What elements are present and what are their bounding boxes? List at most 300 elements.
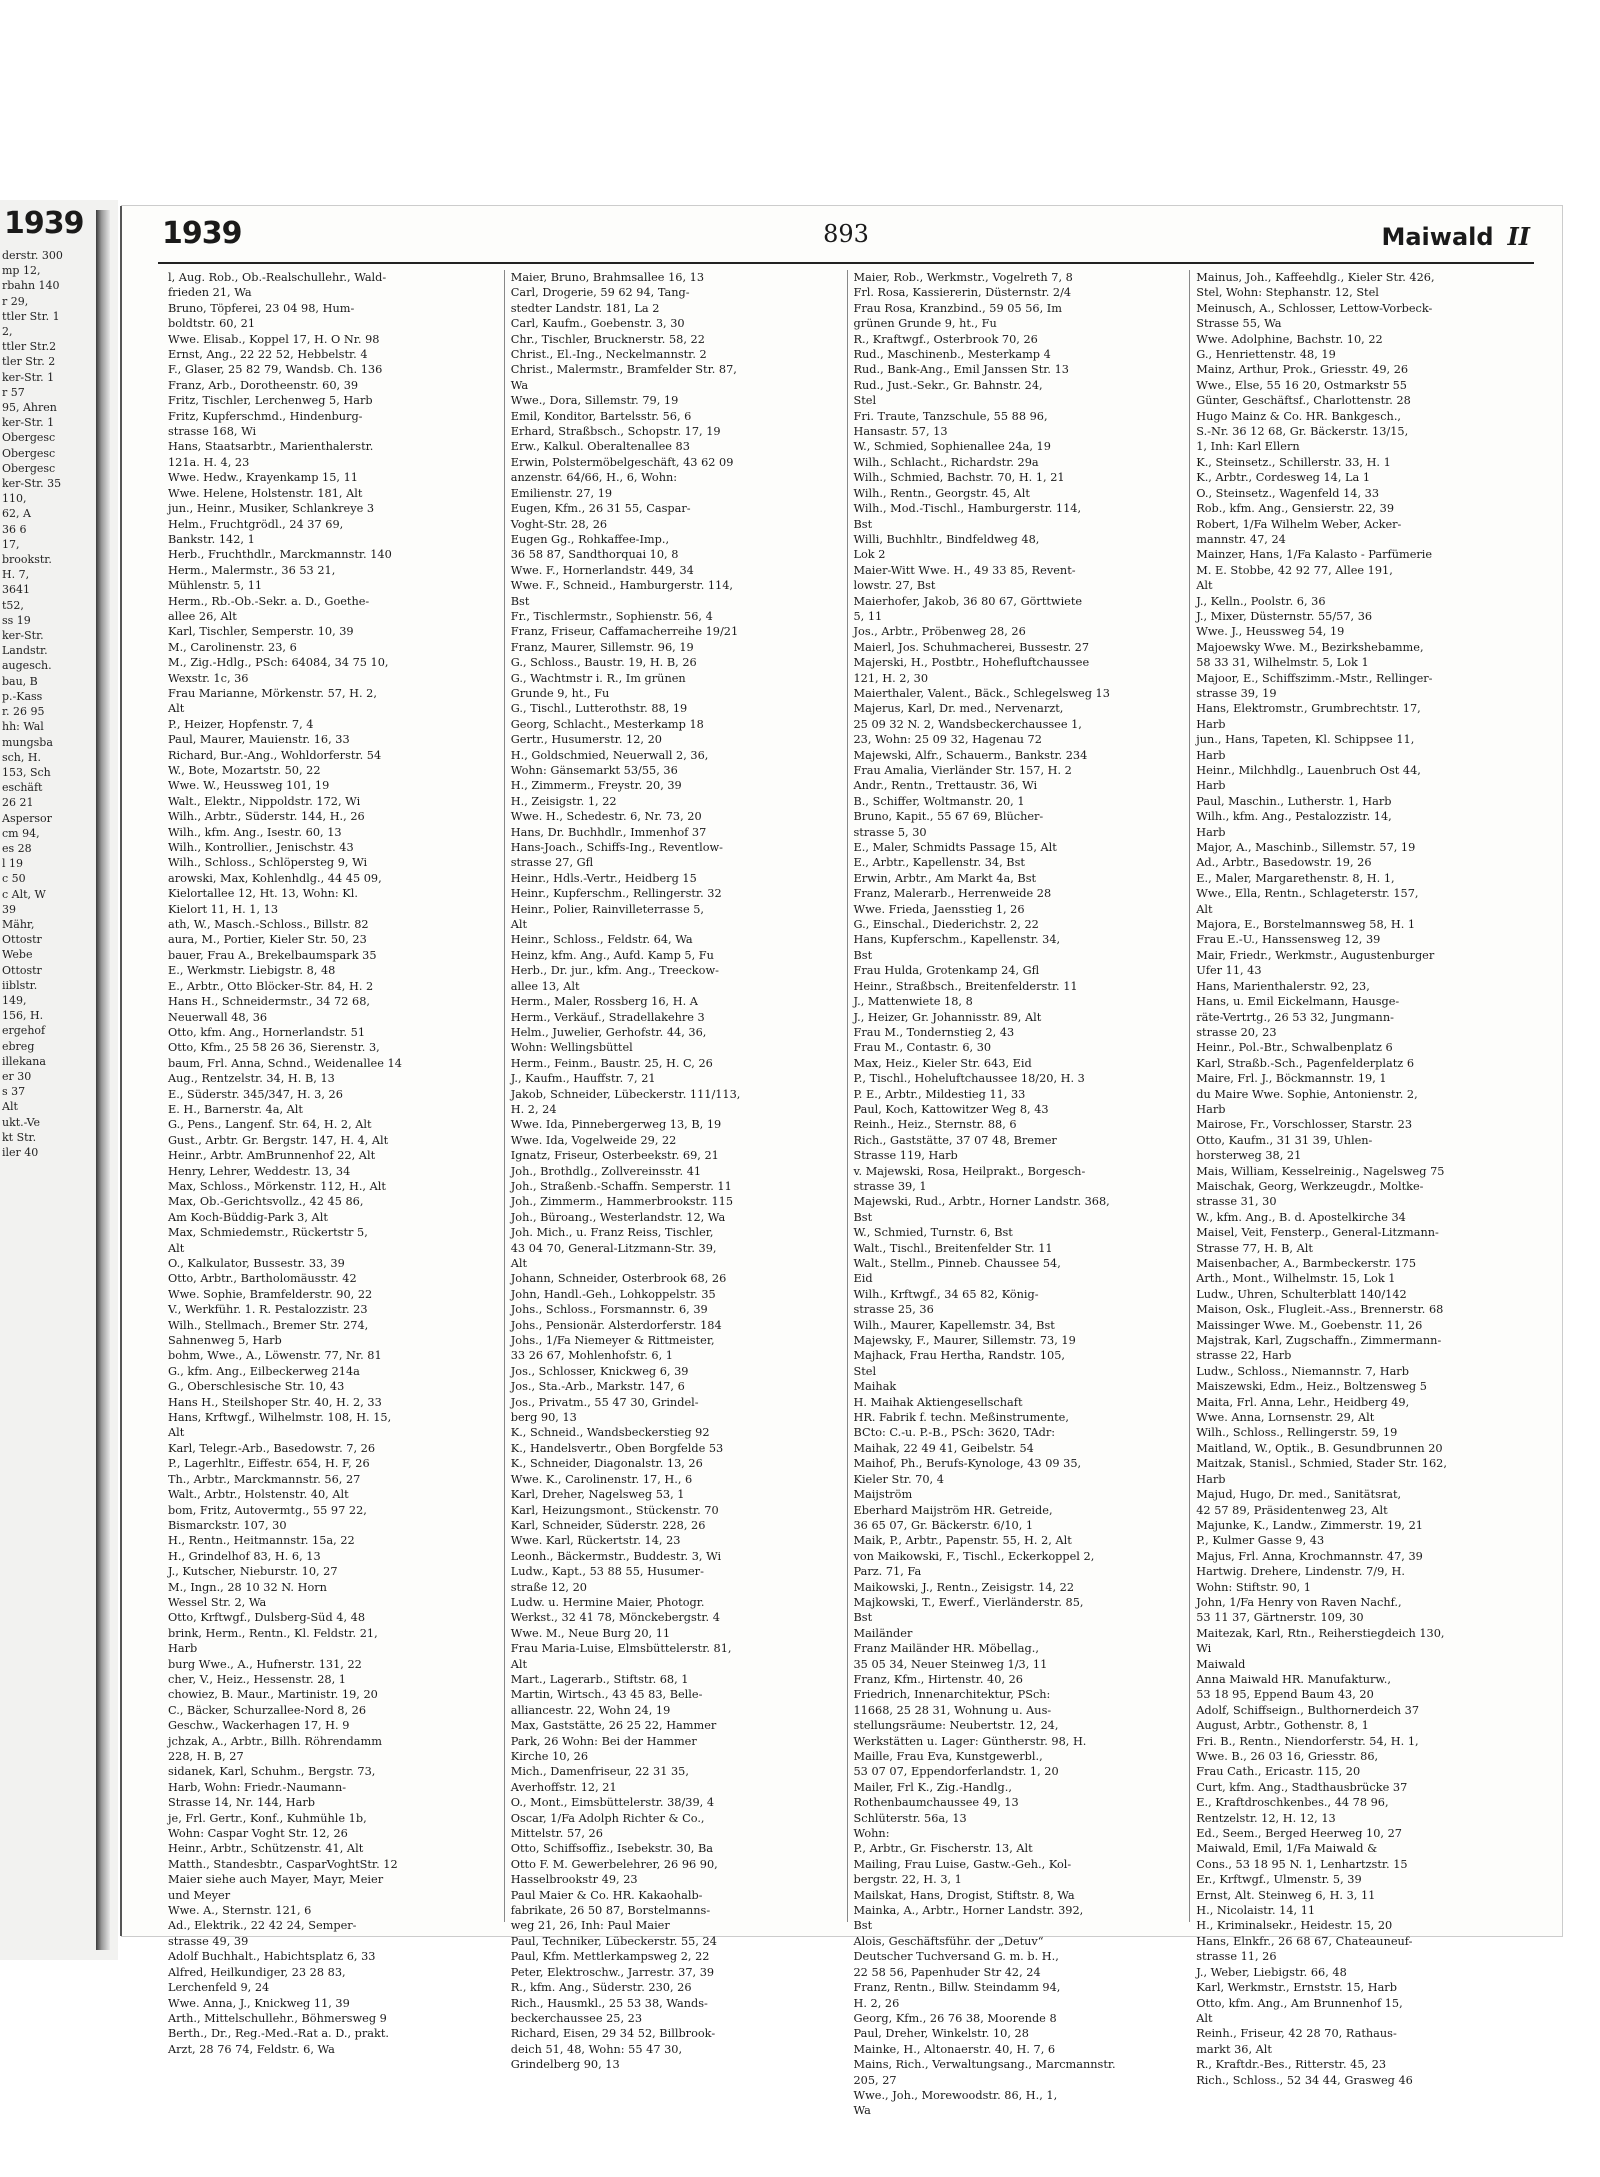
- directory-entry: H. 2, 24: [510, 1102, 557, 1116]
- directory-entry: Wwe. Ida, Pinnebergerweg 13, B, 19: [510, 1118, 722, 1132]
- directory-entry: du Maire Wwe. Sophie, Antonienstr. 2,: [1196, 1087, 1418, 1101]
- directory-entry: mannstr. 47, 24: [1196, 532, 1286, 546]
- directory-entry: Joh., Büroang., Westerlandstr. 12, Wa: [510, 1210, 726, 1224]
- previous-page-line: Obergesc: [2, 446, 56, 460]
- directory-entry: Joh., Zimmerm., Hammerbrookstr. 115: [510, 1195, 734, 1209]
- directory-entry: H., Rentn., Heitmannstr. 15a, 22: [168, 1534, 355, 1548]
- directory-entry: E. H., Barnerstr. 4a, Alt: [168, 1102, 303, 1116]
- previous-page-line: 39: [2, 902, 16, 916]
- directory-entry: Wwe. K., Carolinenstr. 17, H., 6: [510, 1472, 693, 1486]
- previous-page-line: 62, A: [2, 507, 31, 521]
- directory-entry: Oscar, 1/Fa Adolph Richter & Co.,: [510, 1811, 705, 1825]
- directory-entry: 43 04 70, General-Litzmann-Str. 39,: [510, 1241, 717, 1255]
- directory-entry: Wwe. Ida, Vogelweide 29, 22: [510, 1133, 677, 1147]
- directory-entry: Wwe. J., Heussweg 54, 19: [1196, 625, 1345, 639]
- directory-entry: Max, Ob.-Gerichtsvollz., 42 45 86,: [168, 1195, 364, 1209]
- directory-entry: Bismarckstr. 107, 30: [168, 1518, 287, 1532]
- directory-entry: Ernst, Ang., 22 22 52, Hebbelstr. 4: [168, 348, 368, 362]
- directory-entry: Otto, Schiffsoffiz., Isebekstr. 30, Ba: [510, 1842, 713, 1856]
- directory-entry: brink, Herm., Rentn., Kl. Feldstr. 21,: [168, 1626, 378, 1640]
- directory-entry: Hans, u. Emil Eickelmann, Hausge-: [1196, 995, 1400, 1009]
- previous-page-line: r. 26 95: [2, 705, 45, 719]
- directory-entry: 5, 11: [853, 609, 883, 623]
- directory-entry: je, Frl. Gertr., Konf., Kuhmühle 1b,: [168, 1811, 367, 1825]
- directory-entry: Majewski, Rud., Arbtr., Horner Landstr. 368,: [853, 1195, 1110, 1209]
- directory-entry: Werkst., 32 41 78, Mönckebergstr. 4: [510, 1611, 720, 1625]
- directory-entry: Hans H., Steilshoper Str. 40, H. 2, 33: [168, 1395, 382, 1409]
- previous-page-line: c Alt, W: [2, 887, 46, 901]
- directory-entry: strasse 5, 30: [853, 825, 927, 839]
- previous-page-line: Landstr.: [2, 644, 48, 658]
- directory-entry: Andr., Rentn., Trettaustr. 36, Wi: [853, 779, 1038, 793]
- directory-entry: P., Heizer, Hopfenstr. 7, 4: [168, 717, 314, 731]
- directory-entry: Strasse 55, Wa: [1196, 317, 1282, 331]
- column-1: [162, 270, 504, 2056]
- directory-entry: Christ., Malermstr., Bramfelder Str. 87,: [510, 363, 737, 377]
- directory-entry: R., Kraftwgf., Osterbrook 70, 26: [853, 332, 1038, 346]
- directory-entry: E., Maler, Schmidts Passage 15, Alt: [853, 841, 1057, 855]
- directory-entry: Gertr., Husumerstr. 12, 20: [510, 733, 662, 747]
- directory-entry: P., Arbtr., Gr. Fischerstr. 13, Alt: [853, 1842, 1033, 1856]
- directory-entry: Grunde 9, ht., Fu: [510, 686, 610, 700]
- directory-entry: 53 18 95, Eppend Baum 43, 20: [1196, 1688, 1374, 1702]
- directory-entry: Mainz, Arthur, Prok., Griesstr. 49, 26: [1196, 363, 1409, 377]
- directory-entry: Heinr., Kupferschm., Rellingerstr. 32: [510, 887, 722, 901]
- directory-entry: Mais, William, Kesselreinig., Nagelsweg 75: [1196, 1164, 1445, 1178]
- directory-entry: Joh. Mich., u. Franz Reiss, Tischler,: [510, 1226, 714, 1240]
- directory-entry: Maiszewski, Edm., Heiz., Boltzensweg 5: [1196, 1380, 1427, 1394]
- directory-entry: E., Arbtr., Otto Blöcker-Str. 84, H. 2: [168, 979, 374, 993]
- directory-entry: Franz, Kfm., Hirtenstr. 40, 26: [853, 1672, 1023, 1686]
- directory-entry: Wwe. Helene, Holstenstr. 181, Alt: [168, 486, 363, 500]
- directory-entry: HR. Fabrik f. techn. Meßinstrumente,: [853, 1411, 1069, 1425]
- directory-entry: O., Kalkulator, Bussestr. 33, 39: [168, 1257, 345, 1270]
- directory-entry: Maihof, Ph., Berufs-Kynologe, 43 09 35,: [853, 1457, 1082, 1471]
- directory-entry: Matth., Standesbtr., CasparVoghtStr. 12: [168, 1857, 398, 1871]
- previous-page-line: sch, H.: [2, 750, 41, 764]
- directory-entry: Hans, Krftwgf., Wilhelmstr. 108, H. 15,: [168, 1411, 392, 1425]
- directory-entry: Heinr., Hdls.-Vertr., Heidberg 15: [510, 871, 697, 885]
- directory-entry: lowstr. 27, Bst: [853, 579, 936, 593]
- directory-entry: V., Werkführ. 1. R. Pestalozzistr. 23: [168, 1303, 368, 1317]
- directory-entry: Franz, Rentn., Billw. Steindamm 94,: [853, 1981, 1061, 1995]
- directory-entry: J., Weber, Liebigstr. 66, 48: [1196, 1965, 1347, 1979]
- directory-entry: 121a. H. 4, 23: [168, 455, 250, 469]
- directory-entry: Meinusch, A., Schlosser, Lettow-Vorbeck-: [1196, 301, 1433, 315]
- previous-page-line: bau, B: [2, 674, 38, 688]
- directory-entry: strasse 22, Harb: [1196, 1349, 1292, 1363]
- directory-entry: Alfred, Heilkundiger, 23 28 83,: [168, 1965, 346, 1979]
- previous-page-line: p.-Kass: [2, 689, 43, 703]
- directory-entry: Max, Schmiedemstr., Rückertstr 5,: [168, 1226, 368, 1240]
- directory-entry: H., Goldschmied, Neuerwall 2, 36,: [510, 748, 709, 762]
- directory-entry: Walt., Arbtr., Holstenstr. 40, Alt: [168, 1488, 349, 1502]
- directory-entry: arowski, Max, Kohlenhdlg., 44 45 09,: [168, 871, 382, 885]
- directory-entry: Richard, Eisen, 29 34 52, Billbrook-: [510, 2027, 716, 2041]
- directory-entry: Herm., Maler, Rossberg 16, H. A: [510, 995, 698, 1009]
- directory-entry: Frau Amalia, Vierländer Str. 157, H. 2: [853, 764, 1072, 777]
- directory-entry: Voght-Str. 28, 26: [510, 517, 608, 531]
- directory-entry: Wwe., Ella, Rentn., Schlageterstr. 157,: [1196, 887, 1419, 901]
- directory-entry: stellungsräume: Neubertstr. 12, 24,: [853, 1719, 1059, 1733]
- directory-entry: G., Oberschlesische Str. 10, 43: [168, 1380, 345, 1394]
- directory-entry: deich 51, 48, Wohn: 55 47 30,: [510, 2042, 683, 2056]
- directory-entry: E., Maler, Margarethenstr. 8, H. 1,: [1196, 871, 1395, 885]
- directory-entry: Wwe., Else, 55 16 20, Ostmarkstr 55: [1196, 378, 1407, 392]
- directory-entry: Maiwald: [1196, 1657, 1246, 1671]
- previous-page-line: r 57: [2, 385, 25, 399]
- directory-entry: Ludw., Schloss., Niemannstr. 7, Harb: [1196, 1364, 1409, 1378]
- directory-entry: Paul Maier & Co. HR. Kakaohalb-: [510, 1888, 703, 1902]
- directory-entry: Karl, Dreher, Nagelsweg 53, 1: [510, 1488, 685, 1502]
- previous-page-line: tler Str. 2: [2, 355, 56, 369]
- directory-entry: K., Handelsvertr., Oben Borgfelde 53: [510, 1441, 724, 1455]
- previous-page-year: 1939: [4, 206, 84, 241]
- directory-entry: Paul, Kfm. Mettlerkampsweg 2, 22: [510, 1950, 710, 1964]
- directory-entry: Majora, E., Borstelmannsweg 58, H. 1: [1196, 918, 1416, 932]
- directory-entry: Wilh., Rentn., Georgstr. 45, Alt: [853, 486, 1030, 500]
- directory-entry: strasse 11, 26: [1196, 1950, 1277, 1964]
- directory-entry: E., Süderstr. 345/347, H. 3, 26: [168, 1087, 343, 1101]
- directory-entry: Paul, Maschin., Lutherstr. 1, Harb: [1196, 794, 1392, 808]
- directory-entry: Adolf, Schiffseign., Bulthornerdeich 37: [1196, 1703, 1420, 1717]
- previous-page-line: mp 12,: [2, 264, 41, 278]
- previous-page-line: 153, Sch: [2, 765, 51, 779]
- directory-entry: berg 90, 13: [510, 1411, 577, 1425]
- previous-page-line: 95, Ahren: [2, 401, 57, 415]
- directory-entry: Mailing, Frau Luise, Gastw.-Geh., Kol-: [853, 1857, 1072, 1871]
- previous-page-line: hh: Wal: [2, 720, 44, 734]
- directory-entry: Majewsky, F., Maurer, Sillemstr. 73, 19: [853, 1334, 1076, 1348]
- directory-page: [122, 206, 1562, 2118]
- directory-entry: Majus, Frl. Anna, Krochmannstr. 47, 39: [1196, 1549, 1423, 1563]
- directory-entry: Eugen Gg., Rohkaffee-Imp.,: [510, 532, 670, 546]
- previous-page-line: H. 7,: [2, 568, 30, 582]
- directory-entry: Park, 26 Wohn: Bei der Hammer: [510, 1734, 697, 1748]
- directory-entry: John, Handl.-Geh., Lohkoppelstr. 35: [510, 1287, 716, 1301]
- directory-entry: Herm., Malermstr., 36 53 21,: [168, 563, 336, 577]
- directory-entry: Mains, Rich., Verwaltungsang., Marcmannstr.: [853, 2058, 1116, 2072]
- directory-entry: Erhard, Straßbsch., Schopstr. 17, 19: [510, 425, 721, 439]
- directory-entry: C., Bäcker, Schurzallee-Nord 8, 26: [168, 1703, 367, 1717]
- directory-entry: Erw., Kalkul. Oberaltenallee 83: [510, 440, 690, 454]
- directory-entry: Johs., Pensionär. Alsterdorferstr. 184: [510, 1318, 722, 1332]
- directory-entry: Herm., Verkäuf., Stradellakehre 3: [510, 1010, 705, 1024]
- directory-entry: Paul, Maurer, Mauienstr. 16, 33: [168, 733, 350, 747]
- directory-entry: Am Koch-Büddig-Park 3, Alt: [168, 1210, 328, 1224]
- directory-entry: Wwe. W., Heussweg 101, 19: [168, 779, 330, 793]
- previous-page-line: ss 19: [2, 613, 31, 627]
- directory-entry: Ludw., Kapt., 53 88 55, Husumer-: [510, 1565, 704, 1579]
- directory-entry: Heinr., Arbtr. AmBrunnenhof 22, Alt: [168, 1149, 376, 1163]
- directory-entry: Christ., El.-Ing., Neckelmannstr. 2: [510, 348, 707, 362]
- directory-entry: Maijström: [853, 1488, 913, 1502]
- directory-entry: Kieler Str. 70, 4: [853, 1472, 944, 1486]
- directory-entry: E., Werkmstr. Liebigstr. 8, 48: [168, 964, 336, 978]
- directory-entry: jun., Heinr., Musiker, Schlankreye 3: [168, 502, 375, 516]
- directory-entry: J., Kaufm., Hauffstr. 7, 21: [510, 1072, 656, 1086]
- directory-entry: Wilh., Maurer, Kapellemstr. 34, Bst: [853, 1318, 1055, 1332]
- directory-entry: v. Majewski, Rosa, Heilprakt., Borgesch-: [853, 1164, 1086, 1178]
- directory-entry: Wohn: Gänsemarkt 53/55, 36: [510, 764, 678, 777]
- directory-entry: Mich., Damenfriseur, 22 31 35,: [510, 1765, 689, 1779]
- directory-entry: Majerski, H., Postbtr., Hohefluftchaussee: [853, 656, 1090, 670]
- page-header: [162, 216, 1530, 260]
- directory-entry: Rothenbaumchaussee 49, 13: [853, 1796, 1019, 1810]
- directory-entry: 23, Wohn: 25 09 32, Hagenau 72: [853, 733, 1042, 747]
- directory-entry: Martin, Wirtsch., 43 45 83, Belle-: [510, 1688, 703, 1702]
- directory-entry: K., Steinsetz., Schillerstr. 33, H. 1: [1196, 455, 1391, 469]
- directory-entry: räte-Vertrtg., 26 53 32, Jungmann-: [1196, 1010, 1394, 1024]
- directory-entry: Majewski, Alfr., Schauerm., Bankstr. 234: [853, 748, 1088, 762]
- directory-entry: H., Kriminalsekr., Heidestr. 15, 20: [1196, 1919, 1393, 1933]
- directory-entry: R., Kraftdr.-Bes., Ritterstr. 45, 23: [1196, 2058, 1387, 2072]
- previous-page-line: Mähr,: [2, 917, 35, 931]
- directory-entry: Karl, Schneider, Süderstr. 228, 26: [510, 1518, 706, 1532]
- directory-entry: Maierthaler, Valent., Bäck., Schlegelsweg 13: [853, 686, 1110, 700]
- directory-entry: Kielortallee 12, Ht. 13, Wohn: Kl.: [168, 887, 358, 901]
- directory-entry: Franz, Arb., Dorotheenstr. 60, 39: [168, 378, 359, 392]
- directory-entry: Heinr., Straßbsch., Breitenfelderstr. 11: [853, 979, 1078, 993]
- directory-entry: Ignatz, Friseur, Osterbeekstr. 69, 21: [510, 1149, 719, 1163]
- directory-entry: 205, 27: [853, 2073, 897, 2087]
- previous-page-line: ker-Str. 35: [2, 477, 62, 491]
- directory-entry: Mart., Lagerarb., Stiftstr. 68, 1: [510, 1672, 689, 1686]
- directory-entry: Rich., Hausmkl., 25 53 38, Wands-: [510, 1996, 708, 2010]
- directory-entry: 53 07 07, Eppendorferlandstr. 1, 20: [853, 1765, 1059, 1779]
- directory-entry: strasse 39, 1: [853, 1179, 927, 1193]
- directory-entry: Wa: [853, 2104, 871, 2118]
- directory-entry: Heinr., Pol.-Btr., Schwalbenplatz 6: [1196, 1041, 1393, 1055]
- book-gutter: [96, 210, 110, 1950]
- directory-entry: Günter, Geschäftsf., Charlottenstr. 28: [1196, 394, 1411, 408]
- directory-entry: jchzak, A., Arbtr., Billh. Röhrendamm: [168, 1734, 382, 1748]
- previous-page-line: ker-Str. 1: [2, 416, 55, 430]
- directory-entry: 121, H. 2, 30: [853, 671, 929, 685]
- previous-page-line: iler 40: [2, 1145, 39, 1159]
- directory-entry: weg 21, 26, Inh: Paul Maier: [510, 1919, 670, 1933]
- directory-entry: Alt: [168, 702, 185, 716]
- previous-page-line: iiblstr.: [2, 978, 38, 992]
- directory-entry: P., Lagerhltr., Eiffestr. 654, H. F, 26: [168, 1457, 370, 1471]
- previous-page-line: Ottostr: [2, 933, 42, 947]
- previous-page-line: 36 6: [2, 522, 27, 536]
- directory-entry: strasse 25, 36: [853, 1303, 934, 1317]
- previous-page-line: rbahn 140: [2, 279, 60, 293]
- directory-entry: Karl, Werkmstr., Ernststr. 15, Harb: [1196, 1981, 1397, 1995]
- directory-entry: G., Einschal., Diederichstr. 2, 22: [853, 918, 1039, 932]
- directory-entry: Wilh., Schmied, Bachstr. 70, H. 1, 21: [853, 471, 1065, 485]
- directory-entry: Karl, Heizungsmont., Stückenstr. 70: [510, 1503, 719, 1517]
- directory-entry: Maissinger Wwe. M., Goebenstr. 11, 26: [1196, 1318, 1423, 1332]
- directory-entry: Alt: [168, 1241, 185, 1255]
- directory-entry: Carl, Drogerie, 59 62 94, Tang-: [510, 286, 690, 300]
- directory-entry: Jos., Sta.-Arb., Markstr. 147, 6: [510, 1380, 685, 1394]
- directory-entry: J., Kutscher, Nieburstr. 10, 27: [168, 1565, 338, 1579]
- directory-entry: Heinr., Milchhdlg., Lauenbruch Ost 44,: [1196, 764, 1421, 777]
- directory-entry: Hans, Staatsarbtr., Marienthalerstr.: [168, 440, 374, 454]
- directory-entry: ath, W., Masch.-Schloss., Billstr. 82: [168, 918, 369, 932]
- directory-entry: Maisel, Veit, Fensterp., General-Litzmann-: [1196, 1226, 1439, 1240]
- directory-entry: P., Tischl., Hoheluftchaussee 18/20, H. 3: [853, 1072, 1085, 1086]
- directory-entry: B., Schiffer, Woltmanstr. 20, 1: [853, 794, 1025, 808]
- directory-entry: R., kfm. Ang., Süderstr. 230, 26: [510, 1981, 692, 1995]
- previous-page-line: ukt.-Ve: [2, 1115, 41, 1129]
- directory-entry: Franz, Friseur, Caffamacherreihe 19/21: [510, 625, 739, 639]
- previous-page-line: mungsba: [2, 735, 53, 749]
- directory-entry: Strasse 77, H. B, Alt: [1196, 1241, 1313, 1255]
- directory-entry: Bst: [853, 948, 873, 962]
- directory-entry: Reinh., Heiz., Sternstr. 88, 6: [853, 1118, 1017, 1132]
- directory-entry: Rud., Maschinenb., Mesterkamp 4: [853, 348, 1051, 362]
- previous-page-line: ker-Str.: [2, 629, 44, 643]
- directory-entry: Hartwig. Drehere, Lindenstr. 7/9, H.: [1196, 1565, 1405, 1579]
- directory-entry: Adolf Buchhalt., Habichtsplatz 6, 33: [168, 1950, 376, 1964]
- directory-entry: F., Glaser, 25 82 79, Wandsb. Ch. 136: [168, 363, 383, 377]
- directory-entry: bom, Fritz, Autovermtg., 55 97 22,: [168, 1503, 367, 1517]
- directory-entry: Schlüterstr. 56a, 13: [853, 1811, 967, 1825]
- directory-entry: M. E. Stobbe, 42 92 77, Allee 191,: [1196, 563, 1393, 577]
- directory-entry: M., Ingn., 28 10 32 N. Horn: [168, 1580, 327, 1594]
- directory-entry: Majhack, Frau Hertha, Randstr. 105,: [853, 1349, 1066, 1363]
- directory-entry: 11668, 25 28 31, Wohnung u. Aus-: [853, 1703, 1052, 1717]
- directory-entry: Bankstr. 142, 1: [168, 532, 255, 546]
- directory-entry: strasse 27, Gfl: [510, 856, 594, 870]
- directory-entry: Helm., Juwelier, Gerhofstr. 44, 36,: [510, 1025, 707, 1039]
- directory-entry: Heinr., Arbtr., Schützenstr. 41, Alt: [168, 1842, 364, 1856]
- directory-entry: Maier, Bruno, Brahmsallee 16, 13: [510, 271, 705, 284]
- directory-entry: Alois, Geschäftsführ. der „Detuv“: [853, 1934, 1044, 1948]
- directory-entry: Strasse 14, Nr. 144, Harb: [168, 1796, 316, 1810]
- directory-entry: Ufer 11, 43: [1196, 964, 1262, 978]
- directory-entry: Wwe. Elisab., Koppel 17, H. O Nr. 98: [168, 332, 380, 346]
- directory-entry: Wwe. B., 26 03 16, Griesstr. 86,: [1196, 1750, 1379, 1763]
- directory-entry: 228, H. B, 27: [168, 1750, 244, 1763]
- directory-entry: Wohn:: [853, 1827, 890, 1841]
- directory-entry: Mailskat, Hans, Drogist, Stiftstr. 8, Wa: [853, 1888, 1075, 1902]
- directory-entry: H. 2, 26: [853, 1996, 900, 2010]
- directory-entry: 58 33 31, Wilhelmstr. 5, Lok 1: [1196, 656, 1369, 670]
- directory-entry: Curt, kfm. Ang., Stadthausbrücke 37: [1196, 1780, 1408, 1794]
- directory-entry: Sahnenweg 5, Harb: [168, 1334, 282, 1348]
- directory-entry: Paul, Dreher, Winkelstr. 10, 28: [853, 2027, 1029, 2041]
- previous-page-line: kt Str.: [2, 1130, 37, 1144]
- directory-entry: Wwe. A., Sternstr. 121, 6: [168, 1904, 312, 1918]
- directory-entry: Eid: [853, 1272, 873, 1286]
- directory-entry: Otto, kfm. Ang., Hornerlandstr. 51: [168, 1025, 366, 1039]
- directory-entry: Lerchenfeld 9, 24: [168, 1981, 270, 1995]
- directory-entry: 36 65 07, Gr. Bäckerstr. 6/10, 1: [853, 1518, 1034, 1532]
- directory-entry: Aug., Rentzelstr. 34, H. B, 13: [168, 1072, 335, 1086]
- directory-entry: Alt: [1196, 2011, 1213, 2025]
- directory-entry: Walt., Elektr., Nippoldstr. 172, Wi: [168, 794, 361, 808]
- previous-page-line: t52,: [2, 598, 24, 612]
- directory-entry: Wilh., kfm. Ang., Isestr. 60, 13: [168, 825, 342, 839]
- directory-entry: Majerus, Karl, Dr. med., Nervenarzt,: [853, 702, 1064, 716]
- directory-entry: allee 13, Alt: [510, 979, 580, 993]
- directory-entry: Stel, Wohn: Stephanstr. 12, Stel: [1196, 286, 1379, 300]
- volume-number: II: [1507, 222, 1530, 251]
- directory-entry: J., Kelln., Poolstr. 6, 36: [1196, 594, 1326, 608]
- directory-entry: Rentzelstr. 12, H. 12, 13: [1196, 1811, 1336, 1825]
- directory-entry: Wilh., Kontrollier., Jenischstr. 43: [168, 841, 354, 855]
- directory-entry: burg Wwe., A., Hufnerstr. 131, 22: [168, 1657, 362, 1671]
- directory-entry: Frau M., Contastr. 6, 30: [853, 1041, 992, 1055]
- directory-entry: Harb: [1196, 717, 1226, 731]
- directory-entry: Wilh., Schlacht., Richardstr. 29a: [853, 455, 1039, 469]
- directory-entry: Herm., Rb.-Ob.-Sekr. a. D., Goethe-: [168, 594, 370, 608]
- directory-entry: 53 11 37, Gärtnerstr. 109, 30: [1196, 1611, 1364, 1625]
- directory-entry: Mainka, A., Arbtr., Horner Landstr. 392,: [853, 1904, 1084, 1918]
- directory-entry: Wohn: Wellingsbüttel: [510, 1041, 633, 1055]
- directory-entry: H., Zeisigstr. 1, 22: [510, 794, 617, 808]
- directory-entry: Wwe. Karl, Rückertstr. 14, 23: [510, 1534, 681, 1548]
- directory-entry: Hans, Elnkfr., 26 68 67, Chateauneuf-: [1196, 1934, 1413, 1948]
- directory-entry: anzenstr. 64/66, H., 6, Wohn:: [510, 471, 678, 485]
- directory-entry: Heinr., Schloss., Feldstr. 64, Wa: [510, 933, 693, 947]
- previous-page-line: Obergesc: [2, 461, 56, 475]
- directory-entry: 1, Inh: Karl Ellern: [1196, 440, 1300, 454]
- directory-entry: Wwe. F., Hornerlandstr. 449, 34: [510, 563, 694, 577]
- directory-entry: Majoor, E., Schiffszimm.-Mstr., Rellinger-: [1196, 671, 1433, 685]
- directory-entry: Mainzer, Hans, 1/Fa Kalasto - Parfümerie: [1196, 548, 1433, 562]
- directory-entry: Harb: [1196, 1472, 1226, 1486]
- directory-entry: Ludw. u. Hermine Maier, Photogr.: [510, 1595, 705, 1609]
- directory-entry: Maier siehe auch Mayer, Mayr, Meier: [168, 1873, 384, 1887]
- directory-entry: Neuerwall 48, 36: [168, 1010, 268, 1024]
- directory-entry: 22 58 56, Papenhuder Str 42, 24: [853, 1965, 1041, 1979]
- directory-entry: Bst: [853, 1919, 873, 1933]
- directory-entry: Jos., Arbtr., Pröbenweg 28, 26: [853, 625, 1026, 639]
- directory-entry: Averhoffstr. 12, 21: [510, 1780, 617, 1794]
- running-title-name: Maiwald: [1381, 223, 1494, 251]
- directory-entry: Mailer, Frl K., Zig.-Handlg.,: [853, 1780, 1012, 1794]
- directory-entry: Lok 2: [853, 548, 886, 562]
- directory-entry: Fri. Traute, Tanzschule, 55 88 96,: [853, 409, 1048, 423]
- directory-entry: Robert, 1/Fa Wilhelm Weber, Acker-: [1196, 517, 1402, 531]
- directory-entry: K., Arbtr., Cordesweg 14, La 1: [1196, 471, 1371, 485]
- previous-page-line: r 29,: [2, 294, 29, 308]
- directory-entry: Jos., Privatm., 55 47 30, Grindel-: [510, 1395, 699, 1409]
- directory-entry: Wilh., kfm. Ang., Pestalozzistr. 14,: [1196, 810, 1392, 824]
- directory-entry: Stel: [853, 394, 877, 408]
- directory-entry: Alt: [1196, 579, 1213, 593]
- previous-page-line: Ottostr: [2, 963, 42, 977]
- directory-entry: Frau Cath., Ericastr. 115, 20: [1196, 1765, 1361, 1779]
- directory-entry: J., Mattenwiete 18, 8: [853, 995, 973, 1009]
- previous-page-line: ttler Str. 1: [2, 309, 60, 323]
- directory-entry: Bst: [853, 1611, 873, 1625]
- directory-entry: strasse 20, 23: [1196, 1025, 1277, 1039]
- directory-entry: chowiez, B. Maur., Martinistr. 19, 20: [168, 1688, 378, 1702]
- directory-entry: Maier-Witt Wwe. H., 49 33 85, Revent-: [853, 563, 1076, 577]
- previous-page-line: 26 21: [2, 796, 34, 810]
- directory-entry: G., Pens., Langenf. Str. 64, H. 2, Alt: [168, 1118, 372, 1132]
- directory-entry: Hansastr. 57, 13: [853, 425, 948, 439]
- directory-entry: Paul, Techniker, Lübeckerstr. 55, 24: [510, 1934, 717, 1948]
- directory-entry: bergstr. 22, H. 3, 1: [853, 1873, 962, 1887]
- directory-entry: Mailänder: [853, 1626, 913, 1640]
- directory-entry: frieden 21, Wa: [168, 286, 252, 300]
- directory-entry: Wwe. Sophie, Bramfelderstr. 90, 22: [168, 1287, 373, 1301]
- directory-entry: Fr., Tischlermstr., Sophienstr. 56, 4: [510, 609, 713, 623]
- directory-entry: strasse 49, 39: [168, 1934, 249, 1948]
- directory-entry: Hugo Mainz & Co. HR. Bankgesch.,: [1196, 409, 1402, 423]
- directory-entry: Karl, Telegr.-Arb., Basedowstr. 7, 26: [168, 1441, 376, 1455]
- directory-entry: M., Carolinenstr. 23, 6: [168, 640, 297, 654]
- directory-entry: Harb: [168, 1642, 198, 1656]
- directory-entry: beckerchaussee 25, 23: [510, 2011, 643, 2025]
